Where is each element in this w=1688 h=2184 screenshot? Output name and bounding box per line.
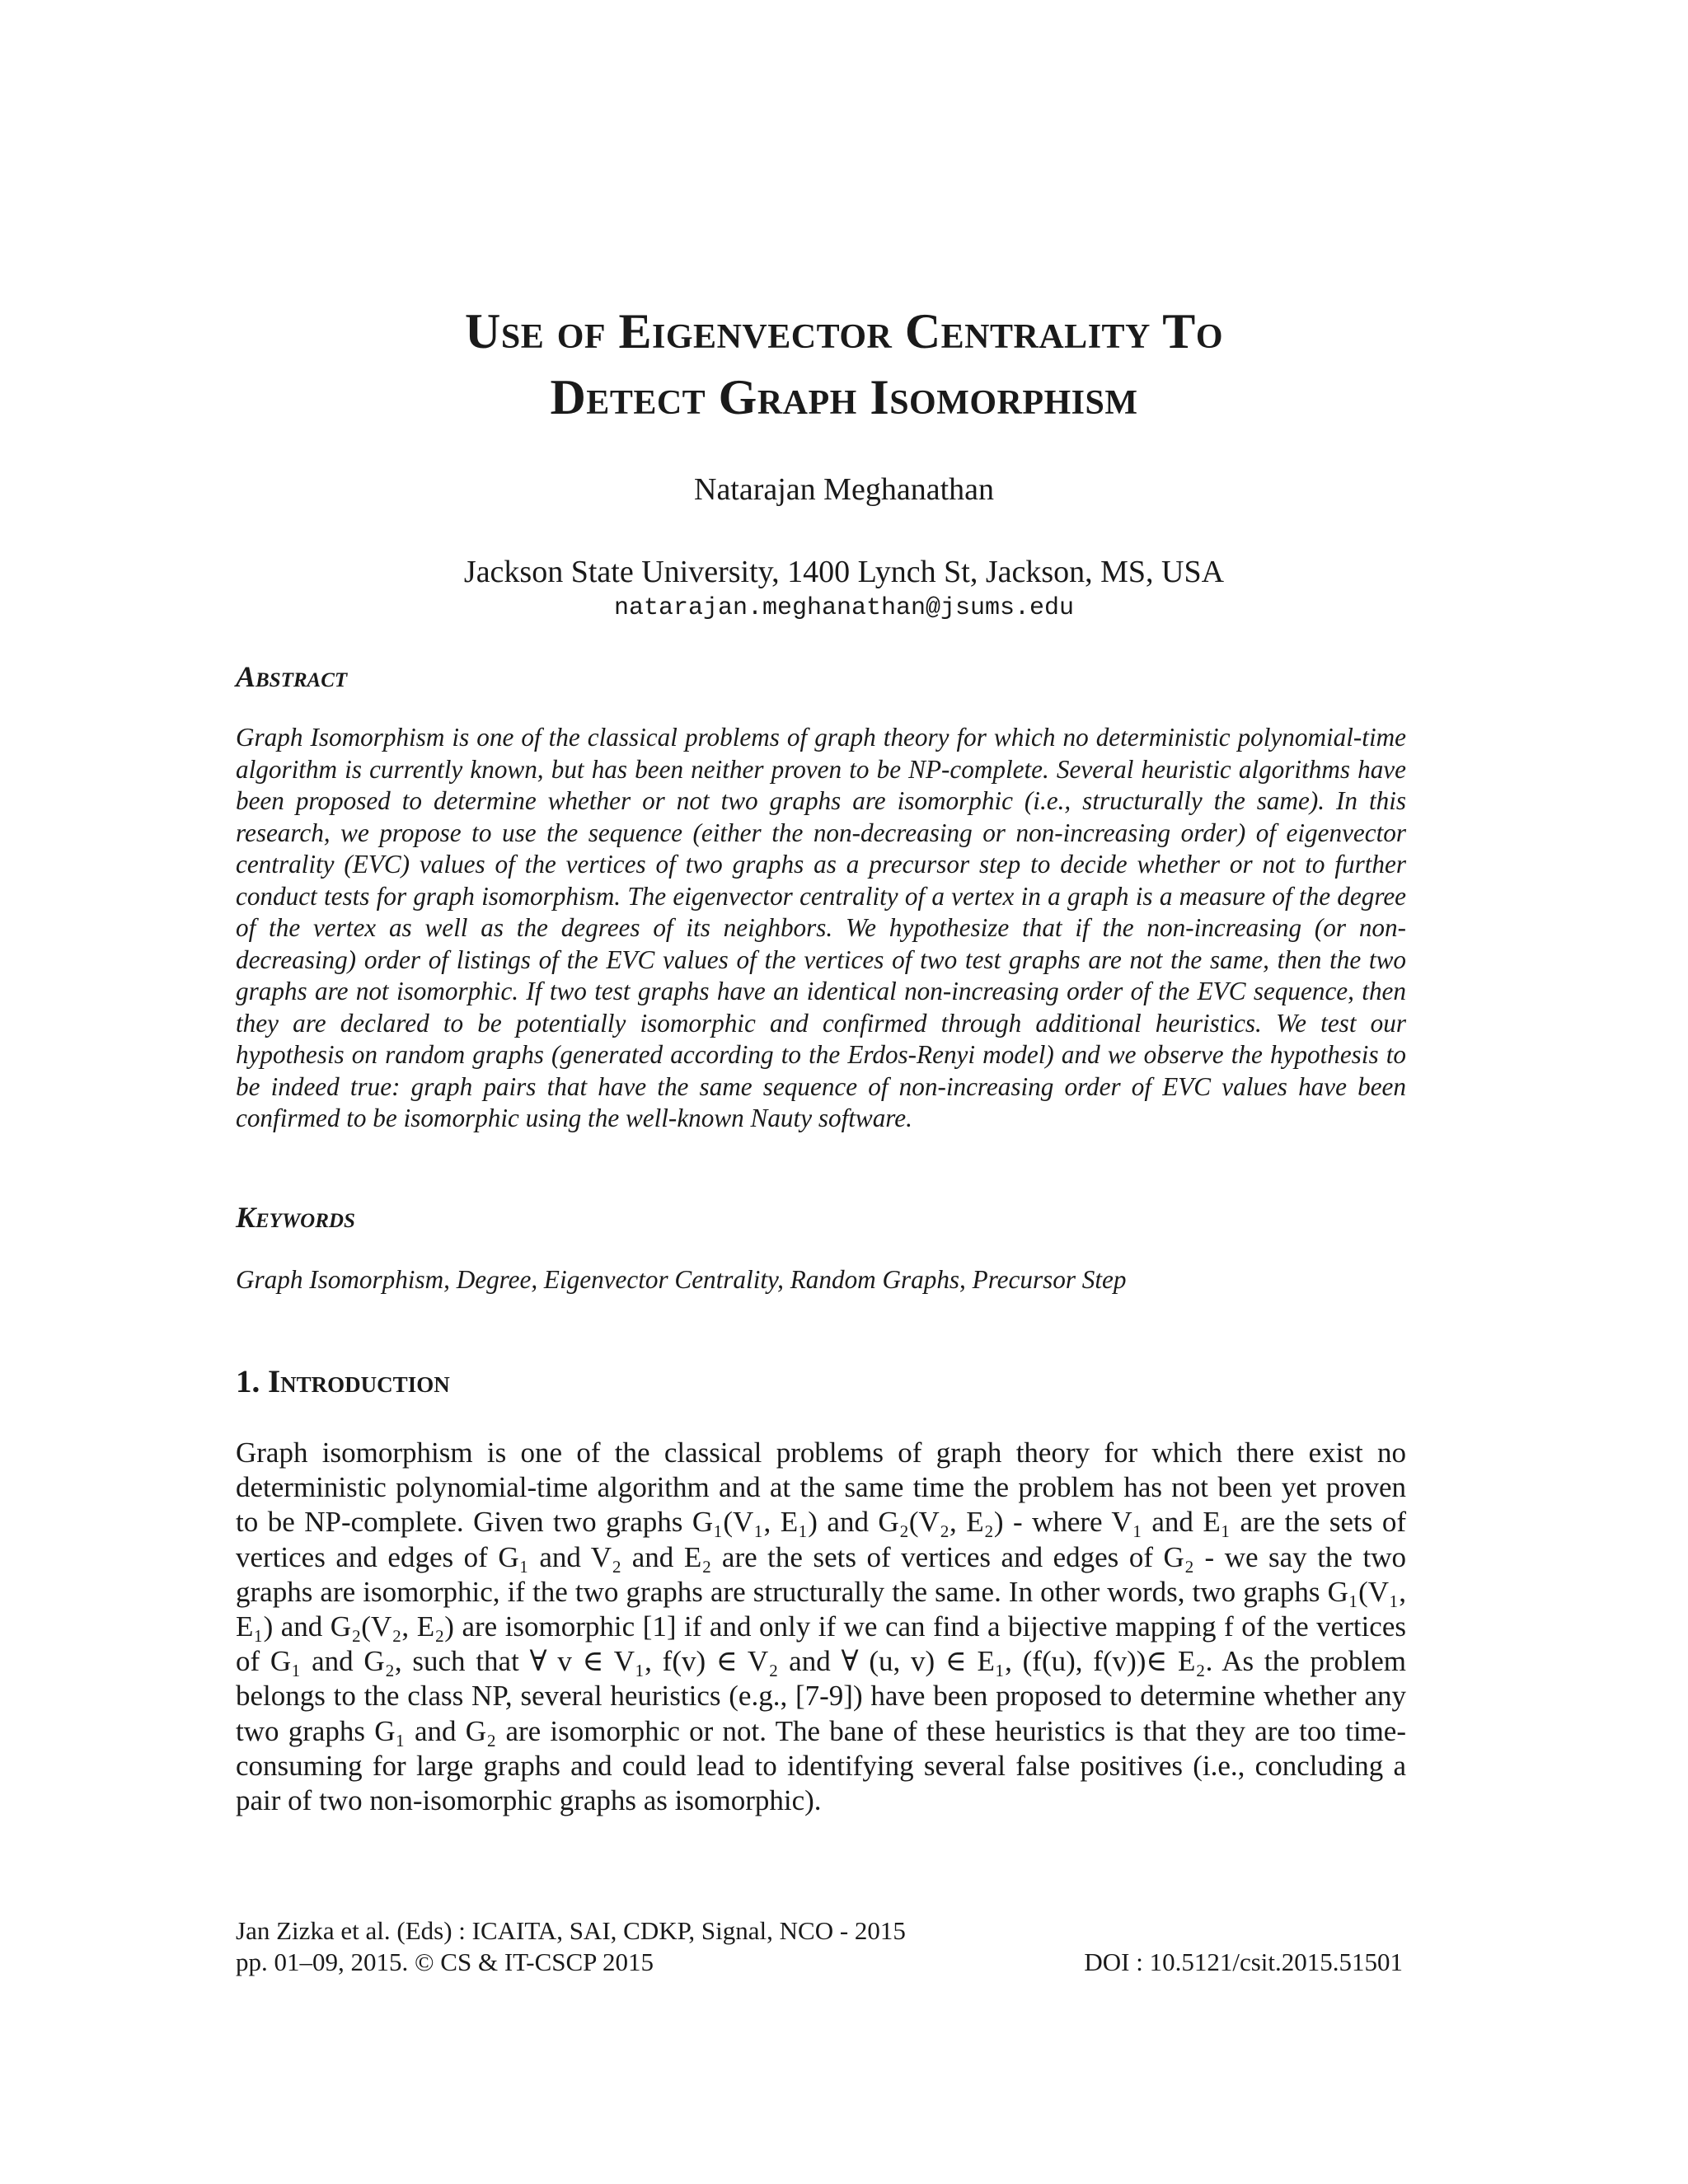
- title-line-2: Detect Graph Isomorphism: [550, 370, 1138, 424]
- introduction-paragraph: Graph isomorphism is one of the classical problems of graph theory for which there exist no deterministic polynomial-time algorithm and at the same time the problem has not been yet proven to be NP-complete. Given two graphs G₁(V₁, E₁) and G₂(V₂, E₂) - where V₁ and E₁ are the sets of vertices and edges of G₁ and V₂ and E₂ are the sets of vertices and edges of G₂ - we say the two graphs are isomorphic, if the two graphs are structurally the same. In other words, two graphs G₁(V₁, E₁) and G₂(V₂, E₂) are isomorphic [1] if and only if we can find a bijective mapping f of the vertices of G₁ and G₂, such that ∀ v ∈ V₁, f(v) ∈ V₂ and ∀ (u, v) ∈ E₁, (f(u), f(v))∈ E₂. As the problem belongs to the class NP, several heuristics (e.g., [7-9]) have been proposed to determine whether any two graphs G₁ and G₂ are isomorphic or not. The bane of these heuristics is that they are too time-consuming for large graphs and could lead to identifying several false positives (i.e., concluding a pair of two non-isomorphic graphs as isomorphic).: [236, 1436, 1406, 1817]
- footer-doi: DOI : 10.5121/csit.2015.51501: [1084, 1947, 1403, 1976]
- keywords-heading: Keywords: [236, 1201, 355, 1234]
- author-affiliation: Jackson State University, 1400 Lynch St, Jackson, MS, USA: [463, 555, 1225, 589]
- title-line-1: Use of Eigenvector Centrality To: [465, 304, 1223, 359]
- footer-pages: pp. 01–09, 2015. © CS & IT-CSCP 2015: [236, 1947, 654, 1976]
- footer-citation: [236, 1915, 906, 1978]
- abstract-text: Graph Isomorphism is one of the classical problems of graph theory for which no deterministic polynomial-time algorithm is currently known, but has been neither proven to be NP-complete. Several heuristic algorithms have been proposed to determine whether or not two graphs are isomorphic (i.e., structurally the same). In this research, we propose to use the sequence (either the non-decreasing or non-increasing order) of eigenvector centrality (EVC) values of the vertices of two graphs as a precursor step to decide whether or not to further conduct tests for graph isomorphism. The eigenvector centrality of a vertex in a graph is a measure of the degree of the vertex as well as the degrees of its neighbors. We hypothesize that if the non-increasing (or non-decreasing) order of listings of the EVC values of the vertices of two test graphs are not the same, then the two graphs are not isomorphic. If two test graphs have an identical non-increasing order of the EVC sequence, then they are declared to be potentially isomorphic and confirmed through additional heuristics. We test our hypothesis on random graphs (generated according to the Erdos-Renyi model) and we observe the hypothesis to be indeed true: graph pairs that have the same sequence of non-increasing order of EVC values have been confirmed to be isomorphic using the well-known Nauty software.: [236, 723, 1406, 1132]
- author-email: natarajan.meghanathan@jsums.edu: [613, 594, 1075, 622]
- keywords-text: Graph Isomorphism, Degree, Eigenvector Centrality, Random Graphs, Precursor Step: [236, 1265, 1127, 1294]
- introduction-heading: 1. Introduction: [236, 1364, 450, 1399]
- footer-editors: Jan Zizka et al. (Eds) : ICAITA, SAI, CDKP, Signal, NCO - 2015: [236, 1916, 906, 1945]
- abstract-heading: Abstract: [236, 660, 348, 693]
- author-name: Natarajan Meghanathan: [694, 472, 994, 507]
- paper-title: [0, 298, 1688, 430]
